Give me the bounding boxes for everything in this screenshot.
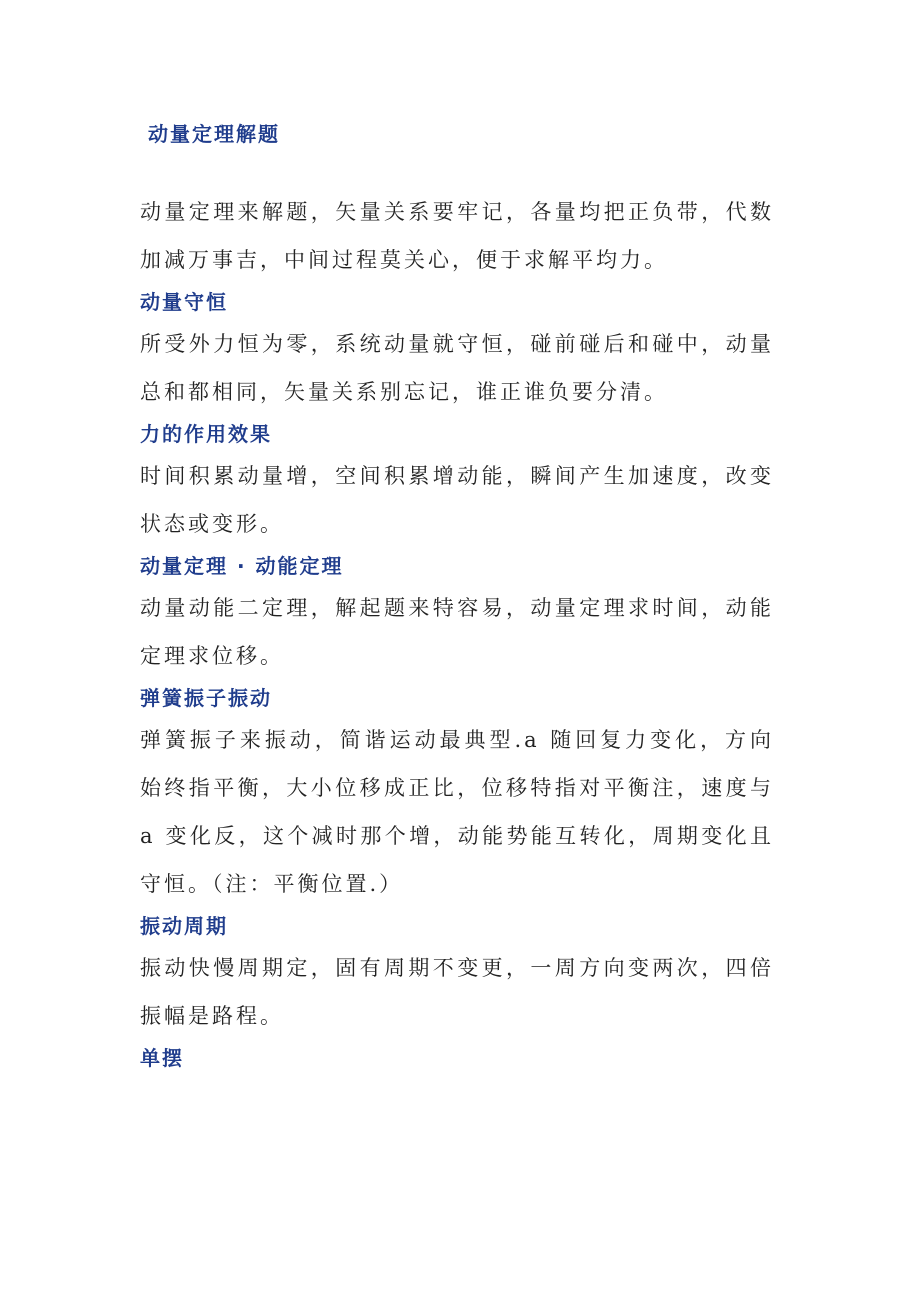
section-body-spring-oscillator: 弹簧振子来振动，简谐运动最典型.a 随回复力变化，方向始终指平衡，大小位移成正比，位移特指对平衡注，速度与 a 变化反，这个减时那个增，动能势能互转化，周期变化且守恒。（注：平衡位置.）	[140, 728, 774, 896]
document-content	[140, 118, 774, 1076]
section-heading-spring-oscillator: 弹簧振子振动	[140, 686, 272, 710]
intro-paragraph: 动量定理来解题，矢量关系要牢记，各量均把正负带，代数加减万事吉，中间过程莫关心，便于求解平均力。	[140, 200, 774, 272]
section-body-force-effect: 时间积累动量增，空间积累增动能，瞬间产生加速度，改变状态或变形。	[140, 464, 774, 536]
section-heading-vibration-period: 振动周期	[140, 914, 228, 938]
section-body-vibration-period: 振动快慢周期定，固有周期不变更，一周方向变两次，四倍振幅是路程。	[140, 956, 774, 1028]
document-title: 动量定理解题	[148, 122, 280, 146]
section-heading-force-effect: 力的作用效果	[140, 422, 272, 446]
section-heading-pendulum: 单摆	[140, 1046, 184, 1070]
section-heading-momentum-energy-theorems: 动量定理 · 动能定理	[140, 554, 344, 578]
section-body-momentum-conservation: 所受外力恒为零，系统动量就守恒，碰前碰后和碰中，动量总和都相同，矢量关系别忘记，谁正谁负要分清。	[140, 332, 774, 404]
section-heading-momentum-conservation: 动量守恒	[140, 290, 228, 314]
section-body-momentum-energy-theorems: 动量动能二定理，解起题来特容易，动量定理求时间，动能定理求位移。	[140, 596, 774, 668]
